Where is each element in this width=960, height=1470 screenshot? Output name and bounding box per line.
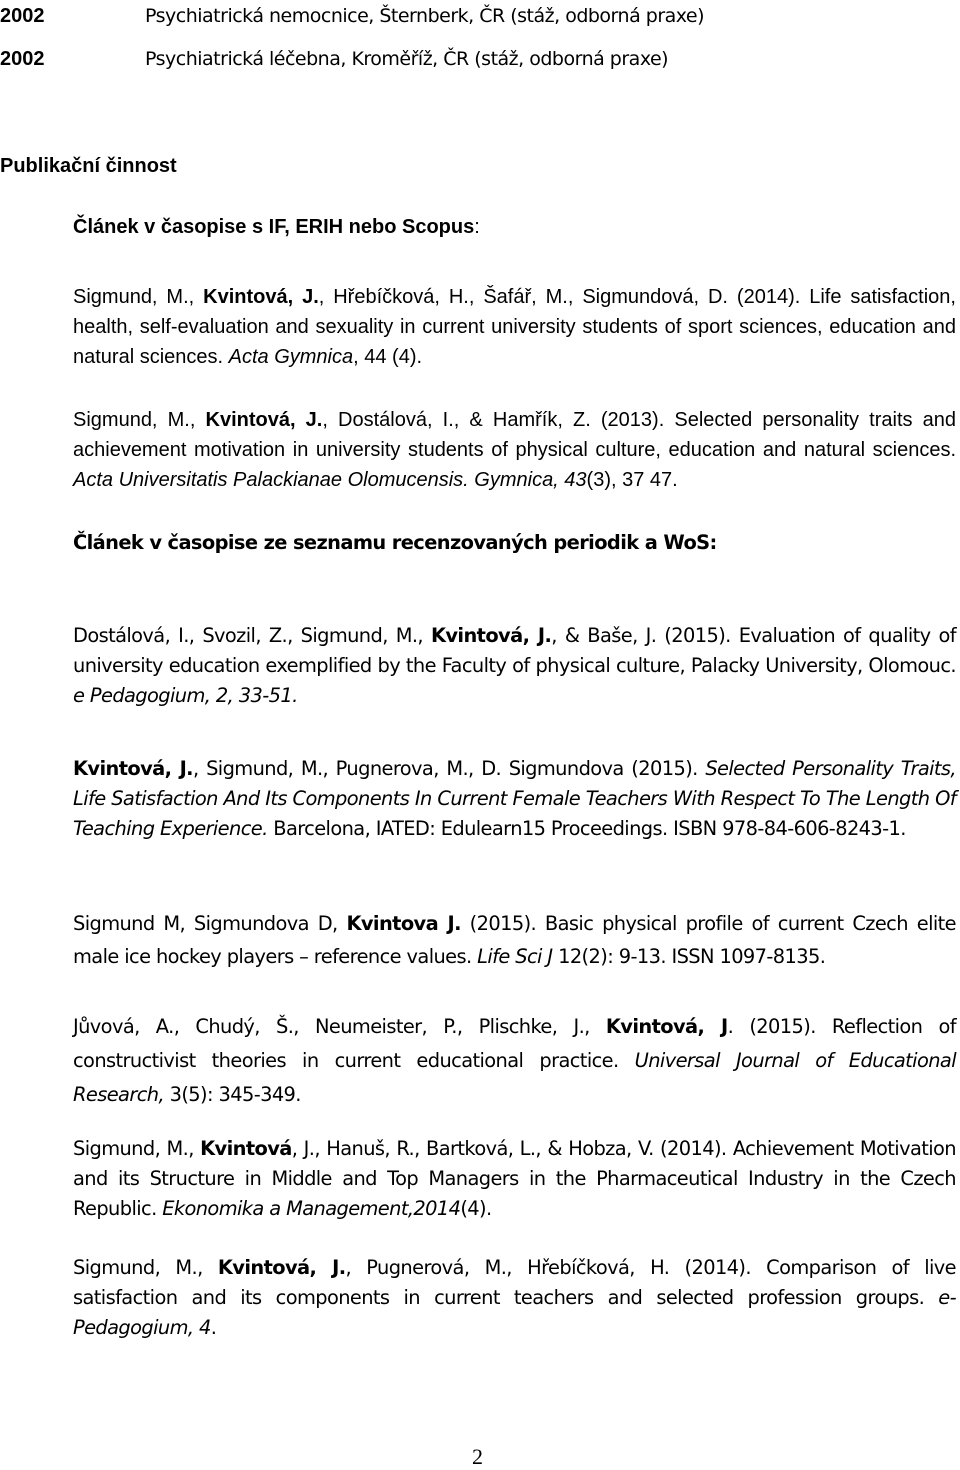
subsection-heading-scopus: Článek v časopise s IF, ERIH nebo Scopus: [73,216,480,238]
publication-entry-8: Sigmund, M., Kvintová, J., Pugnerová, M., Hřebíčková, H. (2014). Comparison of live satisfaction and its components in current teachers and selected profession groups. e- Pedagogium, 4. [73,1256,957,1339]
practice-year-2: 2002 [0,48,45,70]
publication-entry-7: Sigmund, M., Kvintová, J., Hanuš, R., Bartková, L., & Hobza, V. (2014). Achievement Motivation and its Structure in Middle and Top Managers in the Pharmaceutical Industry in the Czech Republic. Ekonomika a Management,2014(4). [73,1137,956,1220]
page-number: 2 [472,1444,483,1469]
practice-year-1: 2002 [0,5,45,27]
practice-text-1: Psychiatrická nemocnice, Šternberk, ČR (stáž, odborná praxe) [145,5,705,27]
publication-entry-6: Jůvová, A., Chudý, Š., Neumeister, P., Plischke, J., Kvintová, J. (2015). Reflection of constructivist theories in current educational practice. Universal Journal of Educational Research, 3(5): 345-349. [73,1015,957,1106]
publication-entry-1: Sigmund, M., Kvintová, J., Hřebíčková, H., Šafář, M., Sigmundová, D. (2014). Life satisfaction, health, self-evaluation and sexuality in current university students of sport sciences, education and natural sciences. Acta Gymnica, 44 (4). [73,286,956,368]
subsection-heading-wos: Článek v časopise ze seznamu recenzovaných periodik a WoS: [73,531,717,554]
publication-entry-2: Sigmund, M., Kvintová, J., Dostálová, I., & Hamřík, Z. (2013). Selected personality traits and achievement motivation in university students of physical culture, education and natural sciences. Acta Universitatis Palackianae Olomucensis. Gymnica, 43(3), 37 47. [73,409,956,491]
publication-entry-4: Kvintová, J., Sigmund, M., Pugnerova, M., D. Sigmundova (2015). Selected Personality Traits, Life Satisfaction And Its Components In Current Female Teachers With Respect To The Length Of Teaching Experience. Barcelona, IATED: Edulearn15 Proceedings. ISBN 978-84-606-8243-1. [73,757,956,840]
practice-text-2: Psychiatrická léčebna, Kroměříž, ČR (stáž, odborná praxe) [145,48,669,70]
publication-entry-3: Dostálová, I., Svozil, Z., Sigmund, M., Kvintová, J., & Baše, J. (2015). Evaluation of quality of university education exemplified by the Faculty of physical culture, Palacky University, Olomouc. e Pedagogium, 2, 33-51. [73,624,957,707]
section-title: Publikační činnost [0,155,177,177]
publication-entry-5: Sigmund M, Sigmundova D, Kvintova J. (2015). Basic physical profile of current Czech elite male ice hockey players – reference values. Life Sci J 12(2): 9-13. ISSN 1097-8135. [73,912,956,968]
